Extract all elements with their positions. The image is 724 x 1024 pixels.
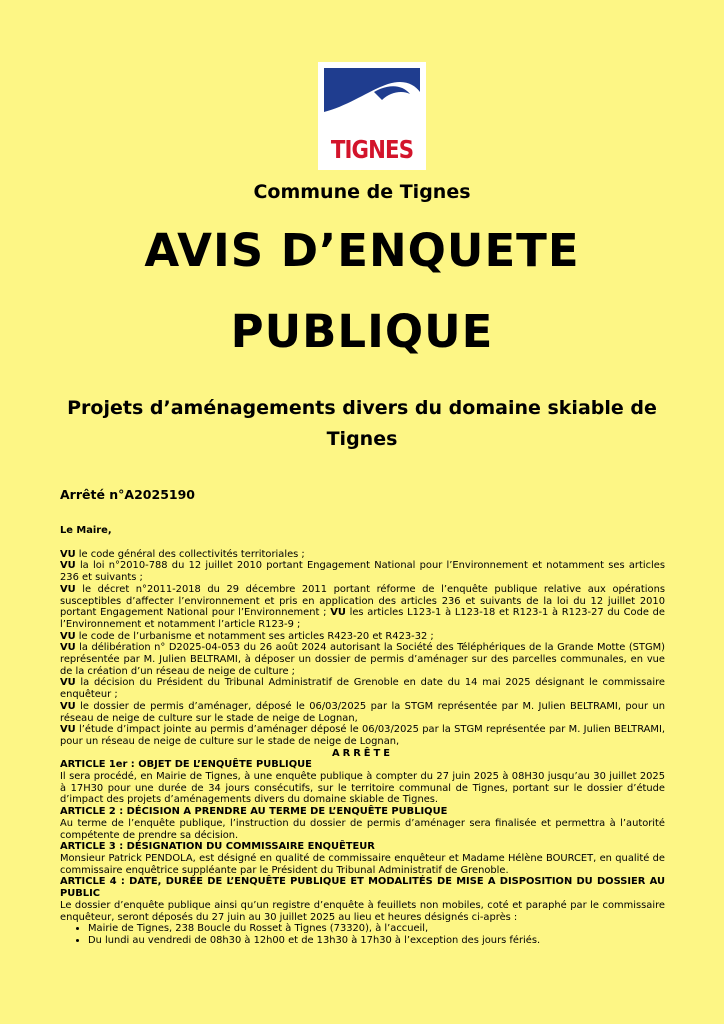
vu-item	[60, 701, 665, 724]
vu-keyword: VU	[60, 630, 76, 642]
vu-text: l’étude d’impact jointe au permis d’aménager déposé le 06/03/2025 par la STGM représentée par M. Julien BELTRAMI, pour un réseau de neige de culture sur le stade de neige de Lognan,	[60, 724, 665, 747]
vu-keyword: VU	[60, 677, 76, 689]
page-subtitle: Projets d’aménagements divers du domaine skiable de Tignes	[67, 397, 657, 450]
vu-item	[60, 724, 665, 747]
vu-item	[60, 560, 665, 583]
vu-keyword: VU	[60, 548, 76, 560]
vu-text: la délibération n° D2025-04-053 du 26 août 2024 autorisant la Société des Téléphériques de la Grande Motte (STGM) représentée par M. Julien BELTRAMI, à déposer un dossier de permis d’aménager sur des parcelles communales, en vue de la création d’un réseau de neige de culture ;	[60, 642, 665, 677]
vu-text: le code général des collectivités territoriales ;	[75, 548, 305, 560]
vu-text: le code de l’urbanisme et notamment ses articles R423-20 et R423-32 ;	[75, 630, 434, 642]
vu-text: les articles L123-1 à L123-18 et R123-1 à R123-27 du Code de l’Environnement et notamment l’article R123-9 ;	[60, 607, 665, 630]
vu-item	[60, 549, 665, 561]
article-title: ARTICLE 2 : DÉCISION A PRENDRE AU TERME DE L’ENQUÊTE PUBLIQUE	[60, 806, 448, 818]
commune-name: Commune de Tignes	[253, 181, 471, 203]
vu-item	[60, 584, 665, 631]
article-text: Le dossier d’enquête publique ainsi qu’un registre d’enquête à feuillets non mobiles, coté et paraphé par le commissaire enquêteur, seront déposés du 27 juin au 30 juillet 2025 au lieu et heures désignés ci-après :	[60, 899, 665, 923]
arrete-number: Arrêté n°A2025190	[60, 487, 195, 502]
article-title: ARTICLE 4 : DATE, DURÉE DE L’ENQUÊTE PUBLIQUE ET MODALITÉS DE MISE A DISPOSITION DU DOSSIER AU PUBLIC	[60, 876, 665, 900]
vu-keyword: VU	[60, 560, 76, 572]
list-item: • Mairie de Tignes, 238 Boucle du Rosset à Tignes (73320), à l’accueil,	[88, 923, 665, 935]
vu-text: la décision du Président du Tribunal Administratif de Grenoble en date du 14 mai 2025 désignant le commissaire enquêteur ;	[60, 677, 665, 701]
document-body	[60, 525, 665, 947]
vu-item	[60, 631, 665, 643]
list-item: • Du lundi au vendredi de 08h30 à 12h00 et de 13h30 à 17h30 à l’exception des jours fériés.	[88, 935, 665, 947]
vu-text: la loi n°2010-788 du 12 juillet 2010 portant Engagement National pour l’Environnement et notamment ses articles 236 et suivants ;	[60, 560, 665, 584]
vu-keyword: VU	[330, 607, 346, 619]
article-title: ARTICLE 3 : DÉSIGNATION DU COMMISSAIRE ENQUÊTEUR	[60, 841, 375, 853]
vu-keyword: VU	[60, 642, 76, 654]
vu-keyword: VU	[60, 700, 76, 712]
vu-item	[60, 677, 665, 700]
vu-text: le dossier de permis d’aménager, déposé le 06/03/2025 par la STGM représentée par M. Julien BELTRAMI, pour un réseau de neige de culture sur le stade de neige de Lognan,	[60, 700, 665, 724]
article-text: Au terme de l’enquête publique, l’instruction du dossier de permis d’aménager sera finalisée et permettra à l’autorité compétente de prendre sa décision.	[60, 817, 665, 841]
vu-item	[60, 642, 665, 677]
page-title-line1: AVIS D’ENQUETE	[144, 224, 580, 277]
article-text: Il sera procédé, en Mairie de Tignes, à une enquête publique à compter du 27 juin 2025 à 08H30 jusqu’au 30 juillet 2025 à 17H30 pour une durée de 34 jours consécutifs, sur le territoire communal de Tignes, portant sur le dossier d’étude d’impact des projets d’aménagements divers du domaine skiable de Tignes.	[60, 771, 665, 806]
page-title-line2: PUBLIQUE	[230, 305, 494, 358]
vu-keyword: VU	[60, 583, 76, 595]
logo-text: TIGNES	[330, 135, 414, 164]
vu-text: le décret n°2011-2018 du 29 décembre 2011 portant réforme de l’enquête publique relative aux opérations susceptibles d’affecter l’environnement et pris en application des articles 236 et suivants de la loi du 12 juillet 2010 portant Engagement National pour l’Environnement ;	[60, 583, 665, 619]
vu-keyword: VU	[60, 724, 76, 736]
arrete-heading: ARRÊTE	[331, 747, 394, 759]
article-text: Monsieur Patrick PENDOLA, est désigné en qualité de commissaire enquêteur et Madame Hélène BOURCET, en qualité de commissaire enquêtrice suppléante par le Président du Tribunal Administratif de Grenoble.	[60, 852, 665, 876]
article-title: ARTICLE 1er : OBJET DE L’ENQUÊTE PUBLIQUE	[60, 759, 312, 771]
tignes-logo	[318, 62, 426, 170]
location-list	[60, 923, 665, 946]
maire-label: Le Maire,	[60, 525, 112, 536]
